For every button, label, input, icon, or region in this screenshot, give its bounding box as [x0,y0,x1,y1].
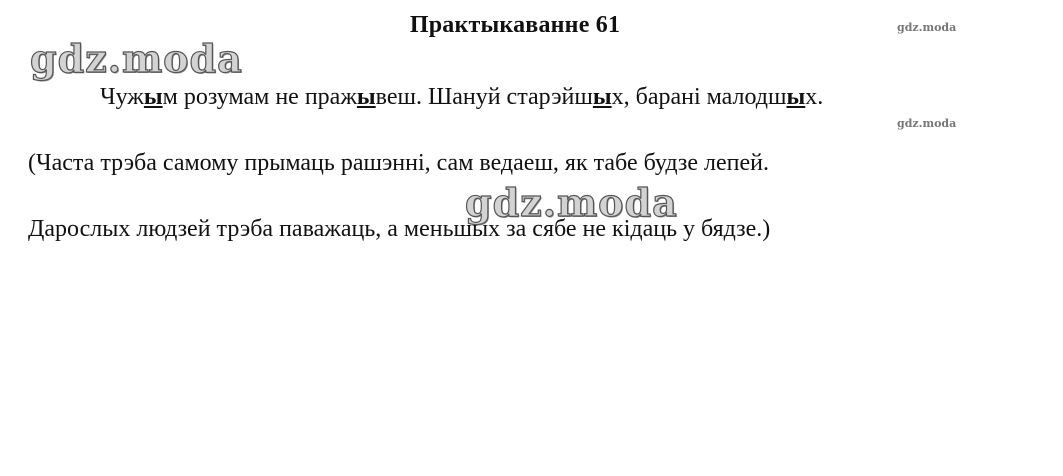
proverb-text-4: х, барані малодш [611,84,787,110]
proverb-text-5: х. [805,84,824,110]
proverb-text-1: Чуж [100,84,144,110]
underlined-letter: ы [143,84,163,110]
exercise-title: Практыкаванне 61 [409,12,621,38]
watermark-small-right: gdz.moda [897,117,957,130]
underlined-letter: ы [592,84,612,110]
watermark-logo-top-left: gdz.moda [30,36,243,81]
underlined-letter: ы [356,84,376,110]
proverb-text-3: веш. Шануй старэйш [375,84,593,110]
proverb-text-2: м розумам не праж [162,84,357,110]
explanation-line-2: Дарослых людзей трэба паважаць, а меньшых за сябе не кідаць у бядзе.) [28,216,771,242]
watermark-logo-center: gdz.moda [465,180,678,225]
proverb-sentence [100,85,823,109]
explanation-line-1: (Часта трэба самому прымаць рашэнні, сам ведаеш, як табе будзе лепей. [28,150,769,176]
underlined-letter: ы [786,84,806,110]
watermark-small-top-right: gdz.moda [897,21,957,34]
